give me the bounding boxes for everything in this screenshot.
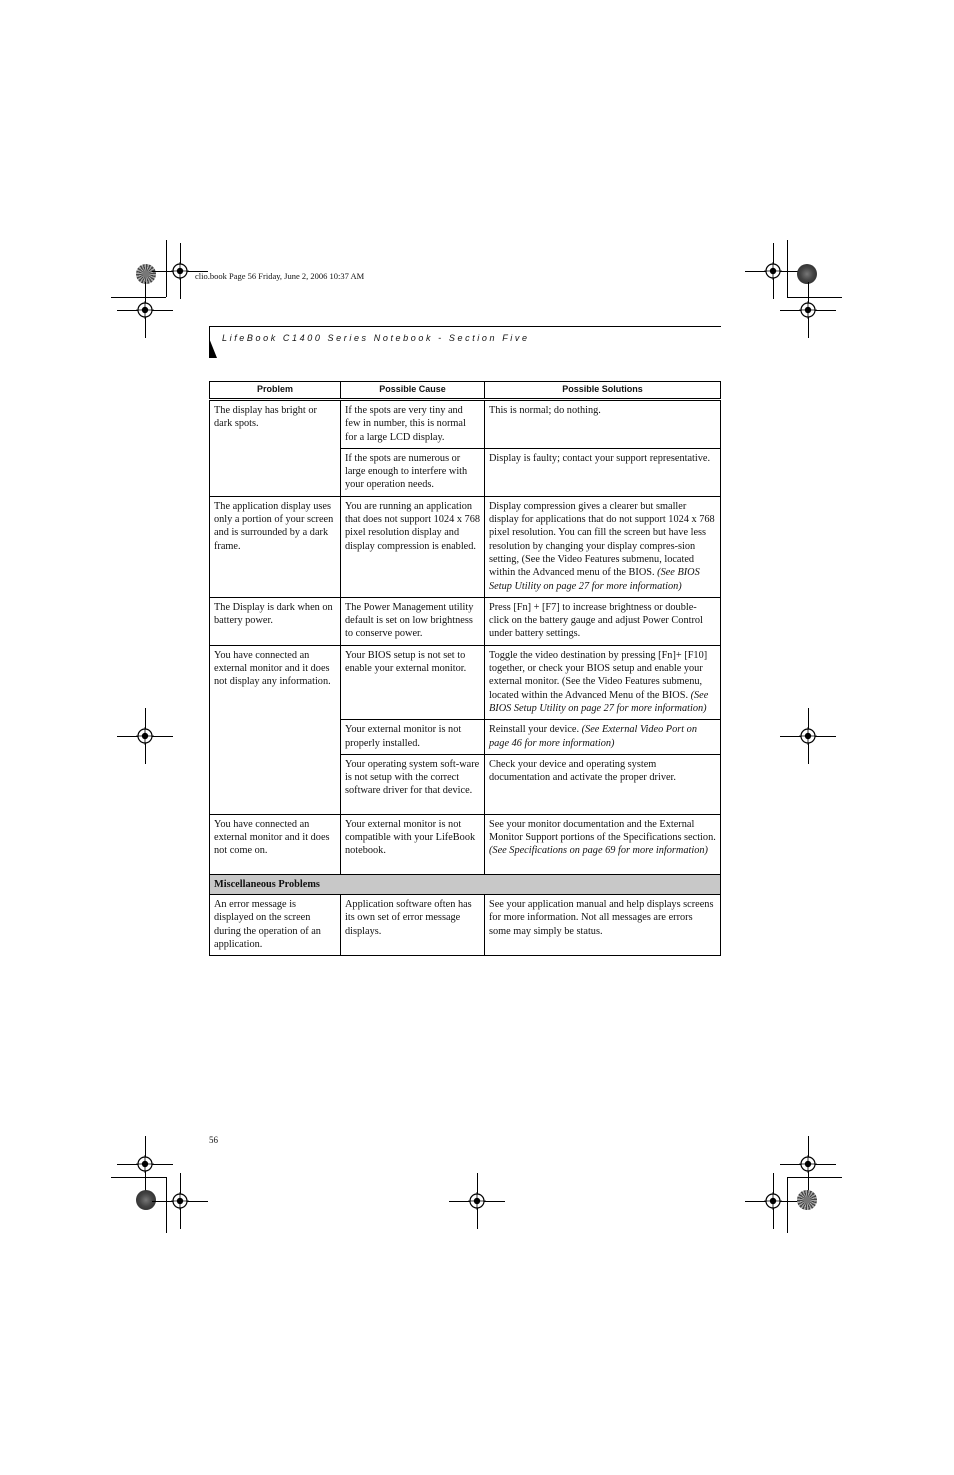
solution-text: See your monitor documentation and the External Monitor Support portions of the Specifications section. [489, 818, 716, 844]
troubleshooting-table [209, 381, 721, 956]
trim-line [166, 1177, 167, 1233]
trim-line [166, 240, 167, 297]
trim-line [787, 240, 788, 297]
trim-line [787, 1177, 842, 1178]
header-possible-solutions: Possible Solutions [485, 382, 721, 400]
trim-line [787, 297, 842, 298]
header-problem: Problem [210, 382, 341, 400]
problem-cell: The Display is dark when on battery power. [210, 597, 341, 645]
header-rule [209, 326, 721, 327]
registration-target-icon [136, 301, 154, 319]
cause-cell: Your external monitor is not compatible with your LifeBook notebook. [341, 814, 485, 874]
solution-reference: (See BIOS Setup Utility on page 27 for more information) [489, 689, 709, 714]
registration-target-icon [764, 1192, 782, 1210]
solution-text: Display compression gives a clearer but smaller display for applications that do not support 1024 x 768 pixel resolution. You can fill the screen but have less resolution by changing your display compres-sion setting, (See the Video Features submenu, located within the Advanced menu of the BIOS. [489, 500, 715, 579]
solution-cell [485, 496, 721, 597]
header-possible-cause: Possible Cause [341, 382, 485, 400]
page-number: 56 [209, 1135, 218, 1145]
section-row [210, 874, 721, 894]
running-head: LifeBook C1400 Series Notebook - Section Five [222, 333, 530, 343]
registration-target-icon [136, 1155, 154, 1173]
solution-cell [485, 814, 721, 874]
trim-line [111, 297, 166, 298]
cause-cell: If the spots are numerous or large enough to interfere with your operation needs. [341, 448, 485, 496]
registration-target-icon [799, 727, 817, 745]
cause-cell: If the spots are very tiny and few in number, this is normal for a large LCD display. [341, 400, 485, 449]
solution-cell [485, 720, 721, 755]
registration-target-icon [799, 301, 817, 319]
solution-text: See your application manual and help displays screens for more information. Not all messages are errors some may simply be status. [489, 899, 714, 937]
solution-reference: (See Specifications on page 69 for more information) [489, 845, 708, 857]
problem-cell: The display has bright or dark spots. [210, 400, 341, 497]
solution-cell [485, 895, 721, 956]
cause-cell: Application software often has its own set of error message displays. [341, 895, 485, 956]
solution-cell [485, 645, 721, 719]
header-tab-marker [209, 338, 217, 358]
solution-text: Toggle the video destination by pressing [Fn]+ [F10] together, or check your BIOS setup and enable your external monitor. (See the Video Features submenu, located within the Advanced Menu of the BIOS. [489, 649, 708, 701]
cause-cell: The Power Management utility default is set on low brightness to conserve power. [341, 597, 485, 645]
solution-text: Check your device and operating system documentation and activate the proper driver. [489, 758, 676, 784]
registration-target-icon [136, 727, 154, 745]
table-row [210, 895, 721, 956]
registration-target-icon [799, 1155, 817, 1173]
cause-cell: You are running an application that does not support 1024 x 768 pixel resolution display and display compression is enabled. [341, 496, 485, 597]
table-row [210, 496, 721, 597]
solution-text: Reinstall your device. [489, 724, 582, 736]
cause-cell: Your external monitor is not properly installed. [341, 720, 485, 755]
registration-target-icon [171, 262, 189, 280]
solution-text: This is normal; do nothing. [489, 405, 601, 416]
problem-cell: You have connected an external monitor and it does not display any information. [210, 645, 341, 814]
trim-line [111, 1177, 166, 1178]
color-disc-icon [136, 1190, 156, 1210]
color-disc-icon [797, 264, 817, 284]
table-header-row [210, 382, 721, 400]
file-info: clio.book Page 56 Friday, June 2, 2006 10:37 AM [195, 271, 365, 281]
table-row [210, 645, 721, 719]
solution-text: Press [Fn] + [F7] to increase brightness or double-click on the battery gauge and adjust Power Control under battery settings. [489, 601, 703, 640]
solution-text: Display is faulty; contact your support representative. [489, 452, 711, 464]
solution-cell [485, 597, 721, 645]
problem-cell: An error message is displayed on the screen during the operation of an application. [210, 895, 341, 956]
registration-target-icon [468, 1192, 486, 1210]
trim-line [787, 1177, 788, 1233]
color-disc-icon [797, 1190, 817, 1210]
problem-cell: You have connected an external monitor and it does not come on. [210, 814, 341, 874]
table-row [210, 400, 721, 449]
problem-cell: The application display uses only a portion of your screen and is surrounded by a dark frame. [210, 496, 341, 597]
solution-reference: (See External Video Port on page 46 for more information) [489, 724, 697, 749]
solution-reference: (See BIOS Setup Utility on page 27 for more information) [489, 567, 700, 592]
table-row [210, 814, 721, 874]
cause-cell: Your operating system soft-ware is not setup with the correct software driver for that device. [341, 754, 485, 814]
cause-cell: Your BIOS setup is not set to enable your external monitor. [341, 645, 485, 719]
color-disc-icon [136, 264, 156, 284]
section-label: Miscellaneous Problems [210, 874, 721, 894]
registration-target-icon [171, 1192, 189, 1210]
solution-cell [485, 400, 721, 449]
table-row [210, 597, 721, 645]
solution-cell [485, 754, 721, 814]
solution-cell [485, 448, 721, 496]
registration-target-icon [764, 262, 782, 280]
